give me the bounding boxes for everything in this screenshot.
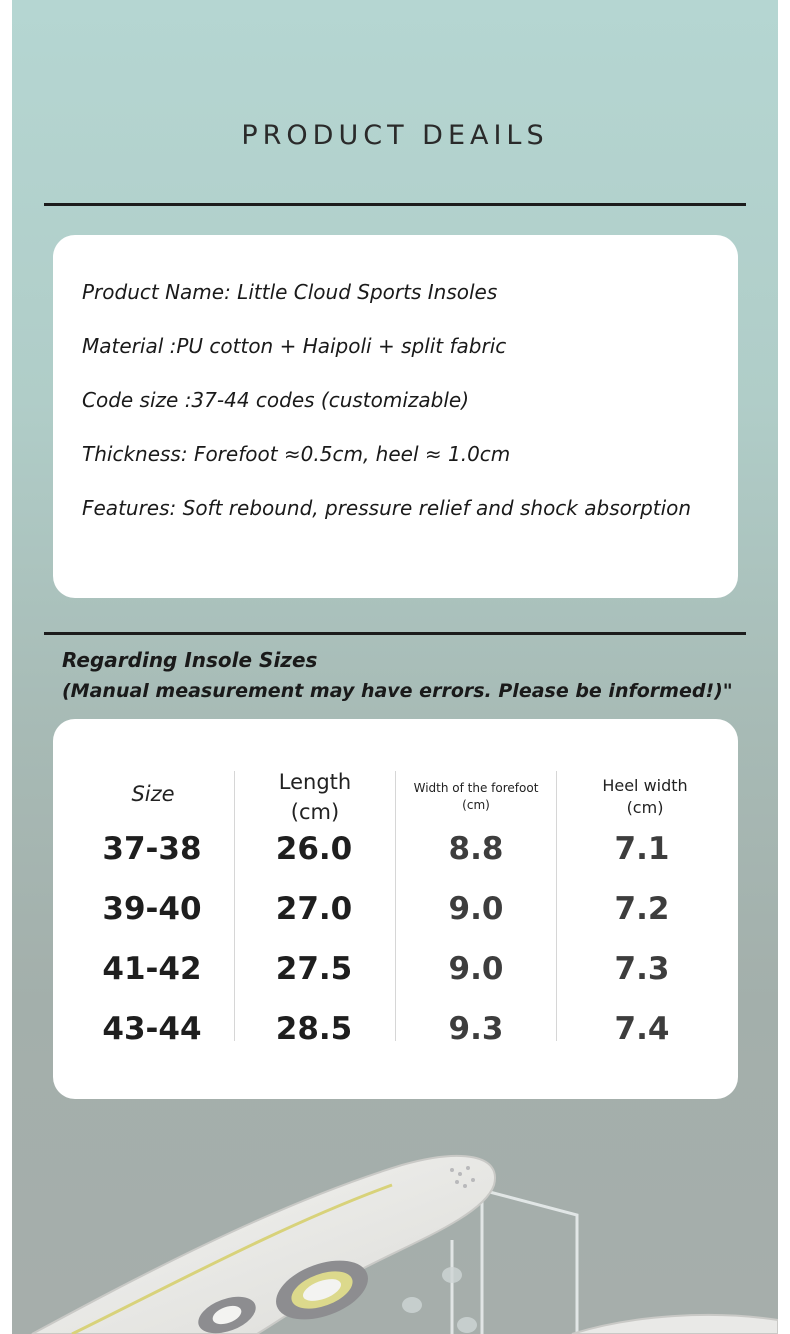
header-forefoot-label: Width of the forefoot (413, 781, 539, 795)
header-forefoot-unit: (cm) (462, 798, 490, 812)
divider-top (44, 203, 746, 206)
size-table-card (53, 719, 738, 1099)
header-length-unit: (cm) (290, 800, 340, 824)
header-heel-unit: (cm) (626, 798, 664, 817)
detail-code-size: Code size :37-44 codes (customizable) (82, 388, 470, 412)
table-cell-size: 41-42 (102, 951, 202, 987)
table-cell-heel: 7.1 (614, 831, 670, 867)
table-cell-forefoot: 9.3 (448, 1011, 504, 1047)
header-size (73, 782, 233, 806)
details-card (53, 235, 738, 598)
table-cell-heel: 7.2 (614, 891, 670, 927)
table-cell-length: 28.5 (275, 1011, 353, 1047)
table-cell-size: 43-44 (102, 1011, 202, 1047)
table-cell-heel: 7.3 (614, 951, 670, 987)
insole-product-image (12, 1110, 778, 1334)
detail-material: Material :PU cotton + Haipoli + split fabric (82, 334, 507, 358)
table-cell-forefoot: 9.0 (448, 891, 504, 927)
product-details-page (12, 0, 778, 1334)
table-cell-heel: 7.4 (614, 1011, 670, 1047)
header-heel-label: Heel width (602, 776, 688, 795)
detail-thickness: Thickness: Forefoot ≈0.5cm, heel ≈ 1.0cm (82, 442, 511, 466)
header-forefoot-width (396, 780, 556, 814)
column-divider (556, 771, 557, 1041)
table-cell-size: 37-38 (102, 831, 202, 867)
table-cell-length: 26.0 (275, 831, 353, 867)
detail-product-name: Product Name: Little Cloud Sports Insoles (82, 280, 498, 304)
table-cell-forefoot: 9.0 (448, 951, 504, 987)
size-note-heading: Regarding Insole Sizes (62, 648, 318, 672)
header-length (235, 767, 395, 827)
divider-middle (44, 632, 746, 635)
header-heel-width (565, 775, 725, 819)
detail-features: Features: Soft rebound, pressure relief and shock absorption (82, 496, 692, 520)
header-length-label: Length (278, 770, 352, 794)
table-cell-length: 27.5 (275, 951, 353, 987)
size-note-disclaimer: (Manual measurement may have errors. Please be informed!)" (62, 680, 733, 702)
table-cell-size: 39-40 (102, 891, 202, 927)
header-size-label: Size (131, 782, 175, 806)
table-cell-forefoot: 8.8 (448, 831, 504, 867)
page-title: PRODUCT DEAILS (241, 120, 549, 151)
table-cell-length: 27.0 (275, 891, 353, 927)
